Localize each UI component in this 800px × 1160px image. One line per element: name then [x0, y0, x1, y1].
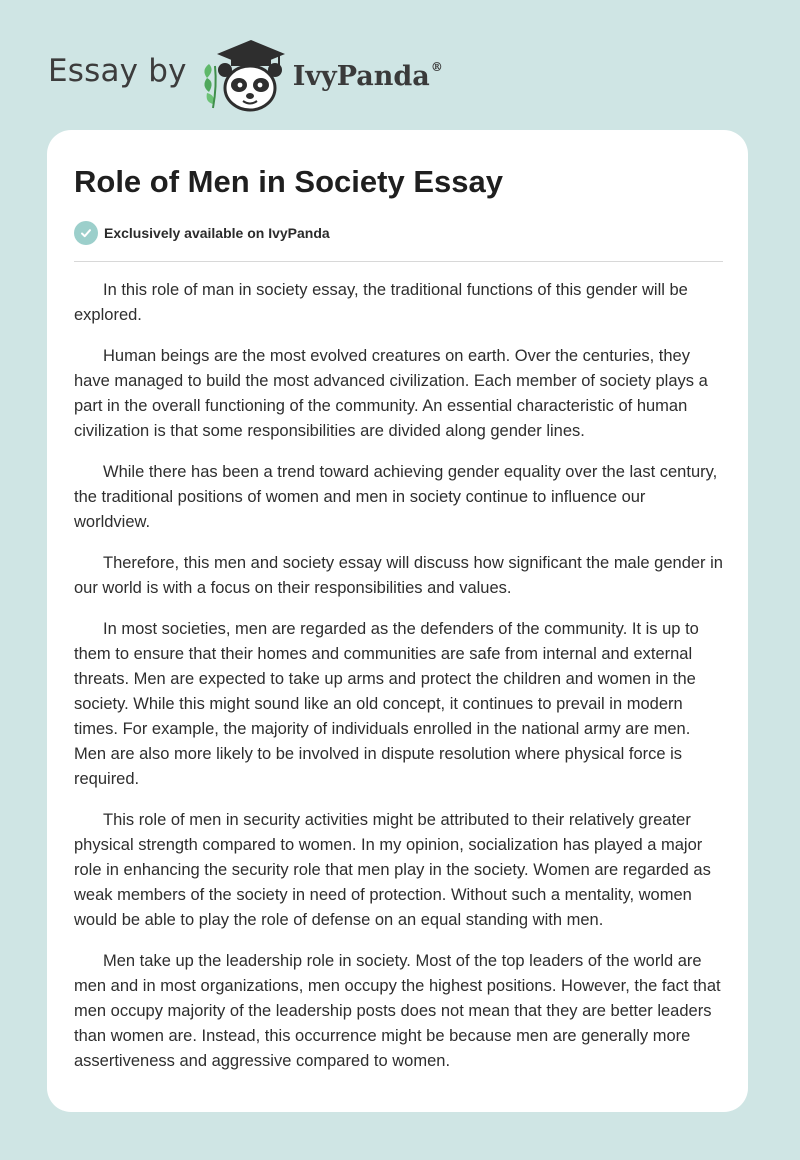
- essay-by-label: Essay by: [48, 53, 187, 89]
- exclusive-badge: [74, 221, 330, 245]
- site-header: [48, 34, 443, 114]
- paragraph: In this role of man in society essay, the traditional functions of this gender will be explored.: [74, 281, 688, 324]
- essay-card: [47, 130, 748, 1112]
- brand-name[interactable]: [293, 60, 443, 92]
- registered-mark: ®: [430, 60, 443, 74]
- page-title: Role of Men in Society Essay: [74, 164, 503, 199]
- brand-text: IvyPanda: [292, 61, 430, 92]
- badge-label: Exclusively available on IvyPanda: [104, 225, 330, 241]
- paragraph: Human beings are the most evolved creatures on earth. Over the centuries, they have managed to build the most advanced civilization. Each member of society plays a part in the overall functioning of the community. An essential characteristic of human civilization is that some responsibilities are divided along gender lines.: [74, 347, 708, 440]
- paragraph: While there has been a trend toward achieving gender equality over the last century, the traditional positions of women and men in society continue to influence our worldview.: [74, 463, 718, 531]
- paragraph: Therefore, this men and society essay will discuss how significant the male gender in our world is with a focus on their responsibilities and values.: [74, 554, 723, 597]
- paragraph: In most societies, men are regarded as the defenders of the community. It is up to them to ensure that their homes and communities are safe from internal and external threats. Men are expected to take up arms and protect the children and women in the society. While this might sound like an old concept, it continues to prevail in modern times. For example, the majority of individuals enrolled in the national army are men. Men are also more likely to be involved in dispute resolution where physical force is required.: [74, 620, 699, 788]
- divider: [74, 261, 723, 262]
- check-icon: [74, 221, 98, 245]
- essay-body: [74, 278, 723, 1090]
- paragraph: Men take up the leadership role in society. Most of the top leaders of the world are men and in most organizations, men occupy the highest positions. However, the fact that men occupy majority of the leadership posts does not mean that they are better leaders than women are. Instead, this occurrence might be because men are generally more assertiveness and aggressive compared to women.: [74, 952, 721, 1070]
- panda-logo-icon[interactable]: [199, 34, 287, 114]
- paragraph: This role of men in security activities might be attributed to their relatively greater physical strength compared to women. In my opinion, socialization has played a major role in enhancing the security role that men play in the society. Women are regarded as weak members of the society in need of protection. Without such a mentality, women would be able to play the role of defense on an equal standing with men.: [74, 811, 711, 929]
